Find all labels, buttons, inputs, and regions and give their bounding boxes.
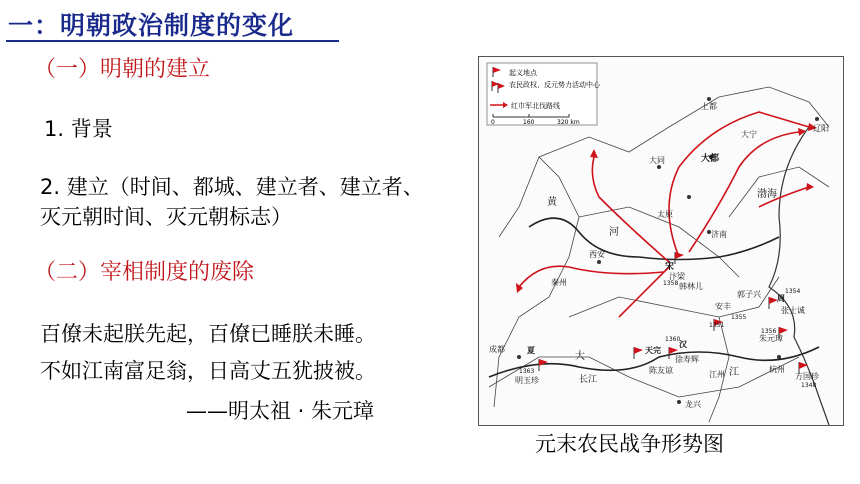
label-han: 汉	[679, 340, 687, 349]
red-flag-icon	[539, 359, 548, 371]
label-hangzhou: 杭州	[769, 365, 785, 374]
red-flag-icon	[675, 252, 684, 264]
label-jinan: 济南	[711, 230, 727, 239]
label-chengdu: 成都	[489, 345, 505, 354]
label-xia: 夏	[527, 346, 535, 355]
year-label: 1354	[785, 288, 801, 295]
scale-label-160: 160	[523, 119, 535, 126]
label-jiangzhou: 江州	[709, 370, 725, 379]
label-tianwan: 天完	[645, 346, 661, 355]
year-label: 1355	[731, 314, 747, 321]
slide-title: 一：明朝政治制度的变化	[8, 11, 295, 40]
label-daning: 大宁	[741, 130, 757, 139]
label-huang: 黄	[547, 197, 557, 208]
label-jiang: 江	[729, 367, 739, 378]
label-qinzhou: 秦州	[551, 278, 567, 287]
label-mingyuzhen: 明玉珍	[515, 376, 539, 385]
historical-map	[478, 56, 844, 426]
label-guozixing: 郭子兴	[737, 290, 761, 299]
label-hanliner: 韩林儿	[679, 282, 703, 291]
year-label: 1358	[663, 280, 679, 287]
label-bianliang: 汴梁	[669, 272, 685, 281]
label-dadu: 大都	[701, 154, 720, 164]
label-longxing: 龙兴	[685, 400, 701, 409]
label-liaoyang: 辽阳	[813, 124, 829, 133]
legend-label-2: 农民政权、反元势力活动中心	[509, 81, 600, 89]
scale-label-0: 0	[491, 119, 495, 126]
label-xian: 西安	[589, 250, 605, 259]
label-xushouhui: 徐寿辉	[675, 355, 699, 364]
legend-label-3: 红巾军北伐路线	[511, 102, 560, 110]
year-label: 1348	[801, 382, 817, 389]
label-he: 河	[609, 227, 619, 238]
legend-label-1: 起义地点	[509, 69, 537, 77]
scale-label-320: 320 km	[557, 119, 580, 126]
red-flag-icon	[634, 347, 643, 359]
label-anfeng: 安丰	[715, 302, 731, 311]
map-caption: 元末农民战争形势图	[535, 432, 724, 456]
map-canvas	[479, 57, 843, 425]
label-datong: 大同	[649, 156, 665, 165]
poem-line-1: 百僚未起朕先起，百僚已睡朕未睡。	[40, 322, 376, 346]
item-establishment: 2. 建立（时间、都城、建立者、建立者、灭元朝时间、灭元朝标志）	[40, 175, 424, 229]
label-fangguozhen: 方国珍	[795, 372, 819, 381]
label-chenyouliang: 陈友谅	[649, 366, 673, 375]
label-taiyuan: 太原	[657, 210, 673, 219]
title-underline	[6, 40, 339, 42]
city-dots	[517, 97, 819, 404]
label-song: 宋	[665, 262, 675, 272]
year-label: 1363	[519, 368, 535, 375]
label-da: 大	[575, 351, 585, 362]
section-heading-1: （一）明朝的建立	[34, 57, 211, 82]
section-heading-2: （二）宰相制度的废除	[34, 260, 255, 285]
map-legend	[487, 63, 601, 126]
label-shangdu: 上都	[701, 102, 717, 111]
year-label: 1351	[709, 322, 725, 329]
label-bohai: 渤海	[757, 189, 777, 200]
year-label: 1360	[665, 336, 681, 343]
label-zhangshicheng: 张士诚	[781, 306, 805, 315]
poem-attribution: ——明太祖 · 朱元璋	[186, 399, 375, 423]
label-zhuyuanzhang: 朱元璋	[759, 334, 783, 343]
label-zhou: 周	[777, 294, 785, 303]
item-background: 1. 背景	[44, 117, 113, 141]
label-changjiang: 长江	[579, 375, 598, 385]
poem-line-2: 不如江南富足翁，日高丈五犹披被。	[40, 359, 376, 383]
year-label: 1356	[761, 328, 777, 335]
